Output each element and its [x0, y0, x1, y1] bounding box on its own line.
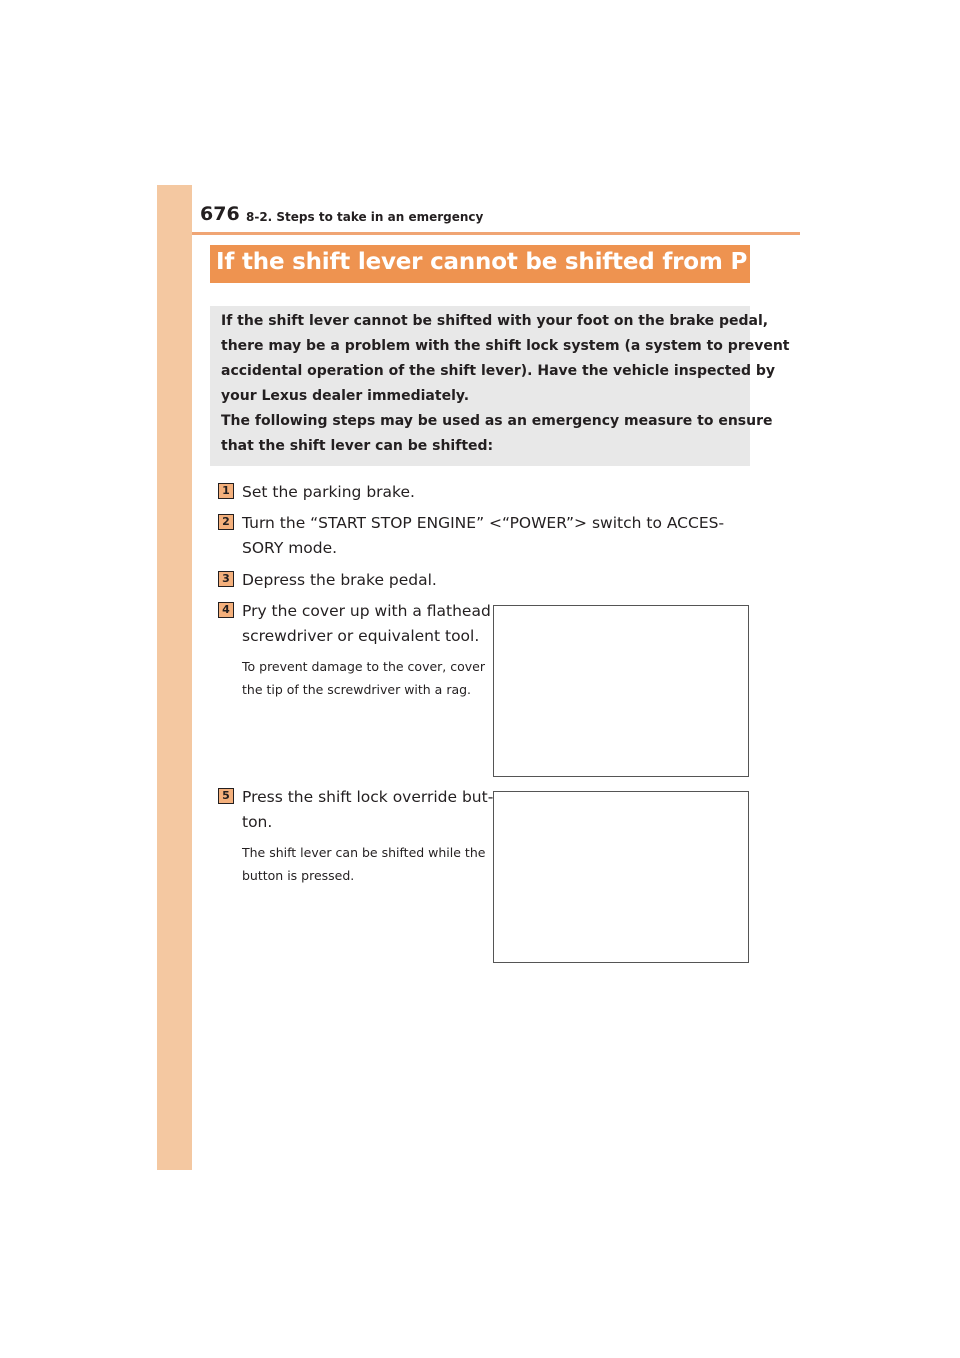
- intro-line: The following steps may be used as an emergency measure to ensure: [221, 413, 773, 429]
- illustration-figure: [493, 791, 749, 963]
- step-text: Press the shift lock override but-: [242, 788, 494, 806]
- step-number-badge: 2: [218, 514, 234, 530]
- illustration-figure: [493, 605, 749, 777]
- step-text: Turn the “START STOP ENGINE” <“POWER”> switch to ACCES-: [242, 514, 725, 532]
- step-text: SORY mode.: [242, 539, 338, 557]
- step-number-badge: 5: [218, 788, 234, 804]
- step-note: button is pressed.: [242, 868, 355, 883]
- header-divider: [192, 232, 800, 235]
- intro-line: your Lexus dealer immediately.: [221, 388, 470, 404]
- section-title: 8-2. Steps to take in an emergency: [246, 210, 484, 224]
- intro-line: that the shift lever can be shifted:: [221, 438, 494, 454]
- intro-line: If the shift lever cannot be shifted with your foot on the brake pedal,: [221, 313, 769, 329]
- intro-line: there may be a problem with the shift lock system (a system to prevent: [221, 338, 790, 354]
- step-text: screwdriver or equivalent tool.: [242, 627, 480, 645]
- step-note: the tip of the screwdriver with a rag.: [242, 682, 472, 697]
- page-number: 676: [200, 203, 240, 225]
- step-note: The shift lever can be shifted while the: [242, 845, 486, 860]
- step-text: ton.: [242, 813, 273, 831]
- step-number-badge: 1: [218, 483, 234, 499]
- intro-line: accidental operation of the shift lever). Have the vehicle inspected by: [221, 363, 776, 379]
- step-text: Set the parking brake.: [242, 483, 415, 501]
- page-heading: If the shift lever cannot be shifted from P: [216, 249, 748, 275]
- step-note: To prevent damage to the cover, cover: [242, 659, 485, 674]
- side-tab-band: [157, 185, 192, 1170]
- step-number-badge: 4: [218, 602, 234, 618]
- step-number-badge: 3: [218, 571, 234, 587]
- step-text: Depress the brake pedal.: [242, 571, 437, 589]
- step-text: Pry the cover up with a flathead: [242, 602, 491, 620]
